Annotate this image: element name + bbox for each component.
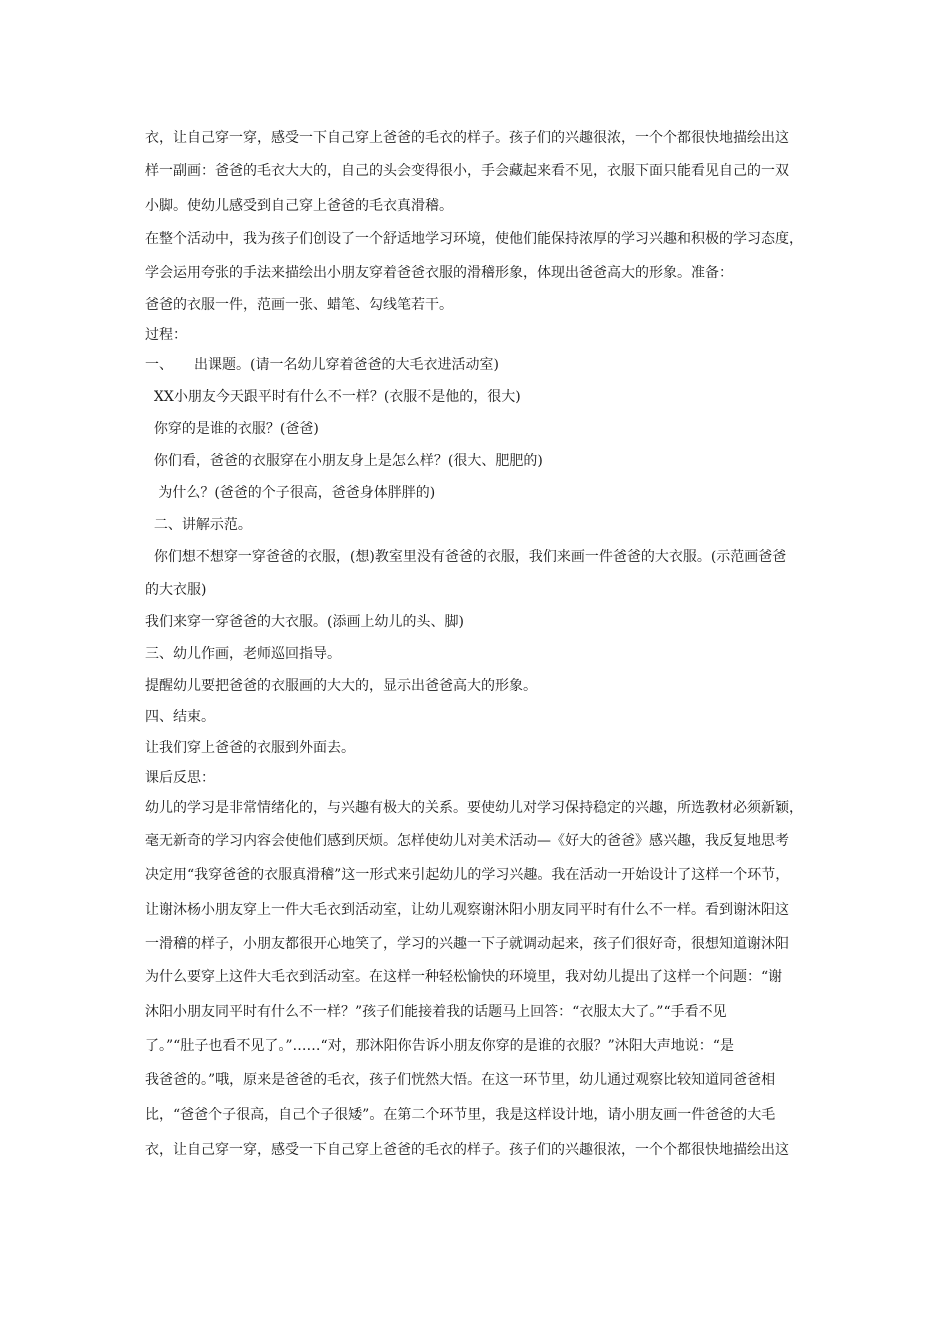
text-line: XX小朋友今天跟平时有什么不一样？(衣服不是他的，很大) — [145, 389, 521, 405]
text-line: 衣，让自己穿一穿，感受一下自己穿上爸爸的毛衣的样子。孩子们的兴趣很浓，一个个都很快地描绘出这 — [145, 130, 789, 146]
section-heading: 一、 出课题。(请一名幼儿穿着爸爸的大毛衣进活动室) — [145, 357, 499, 373]
text-line: 在整个活动中，我为孩子们创设了一个舒适地学习环境，使他们能保持浓厚的学习兴趣和积极的学习态度， — [145, 231, 803, 247]
text-line: 一滑稽的样子，小朋友都很开心地笑了，学习的兴趣一下子就调动起来，孩子们很好奇，很想知道谢沐阳 — [145, 936, 789, 952]
text-line: 为什么要穿上这件大毛衣到活动室。在这样一种轻松愉快的环境里，我对幼儿提出了这样一个问题：“谢 — [145, 969, 783, 985]
text-line: 的大衣服) — [145, 582, 207, 598]
text-line: 样一副画：爸爸的毛衣大大的，自己的头会变得很小，手会藏起来看不见，衣服下面只能看见自己的一双 — [145, 163, 789, 179]
text-line: 让我们穿上爸爸的衣服到外面去。 — [145, 740, 355, 756]
text-line: 你们想不想穿一穿爸爸的衣服，(想)教室里没有爸爸的衣服，我们来画一件爸爸的大衣服。(示范画爸爸 — [145, 549, 787, 565]
section-heading: 三、幼儿作画，老师巡回指导。 — [145, 646, 341, 662]
section-heading: 课后反思： — [145, 770, 215, 786]
text-line: 你穿的是谁的衣服？(爸爸) — [145, 421, 319, 437]
text-line: 爸爸的衣服一件，范画一张、蜡笔、勾线笔若干。 — [145, 297, 453, 313]
text-line: 提醒幼儿要把爸爸的衣服画的大大的，显示出爸爸高大的形象。 — [145, 678, 537, 694]
section-heading: 四、结束。 — [145, 709, 215, 725]
text-line: 幼儿的学习是非常情绪化的，与兴趣有极大的关系。要使幼儿对学习保持稳定的兴趣，所选教材必须新颖， — [145, 800, 803, 816]
text-line: 比，“爸爸个子很高，自己个子很矮”。在第二个环节里，我是这样设计地，请小朋友画一件爸爸的大毛 — [145, 1107, 776, 1123]
text-line: 学会运用夸张的手法来描绘出小朋友穿着爸爸衣服的滑稽形象，体现出爸爸高大的形象。准备： — [145, 265, 733, 281]
text-line: 你们看，爸爸的衣服穿在小朋友身上是怎么样？(很大、肥肥的) — [145, 453, 543, 469]
text-line: 为什么？(爸爸的个子很高，爸爸身体胖胖的) — [145, 485, 436, 501]
text-line: 小脚。使幼儿感受到自己穿上爸爸的毛衣真滑稽。 — [145, 198, 453, 214]
text-line: 决定用“我穿爸爸的衣服真滑稽”这一形式来引起幼儿的学习兴趣。我在活动一开始设计了这样一个环节， — [145, 867, 790, 883]
text-line: 衣，让自己穿一穿，感受一下自己穿上爸爸的毛衣的样子。孩子们的兴趣很浓，一个个都很快地描绘出这 — [145, 1142, 789, 1158]
text-line: 沐阳小朋友同平时有什么不一样？”孩子们能接着我的话题马上回答：“衣服太大了。”“手看不见 — [145, 1004, 727, 1020]
text-line: 了。”“肚子也看不见了。”……“对，那沐阳你告诉小朋友你穿的是谁的衣服？”沐阳大声地说：“是 — [145, 1038, 734, 1054]
text-line: 我们来穿一穿爸爸的大衣服。(添画上幼儿的头、脚) — [145, 614, 464, 630]
section-heading: 过程： — [145, 327, 187, 343]
text-line: 让谢沐杨小朋友穿上一件大毛衣到活动室，让幼儿观察谢沐阳小朋友同平时有什么不一样。看到谢沐阳这 — [145, 902, 789, 918]
text-line: 我爸爸的。”哦，原来是爸爸的毛衣，孩子们恍然大悟。在这一环节里，幼儿通过观察比较知道同爸爸相 — [145, 1072, 776, 1088]
text-line: 毫无新奇的学习内容会使他们感到厌烦。怎样使幼儿对美术活动—《好大的爸爸》感兴趣，我反复地思考 — [145, 833, 789, 849]
section-heading: 二、讲解示范。 — [145, 517, 252, 533]
